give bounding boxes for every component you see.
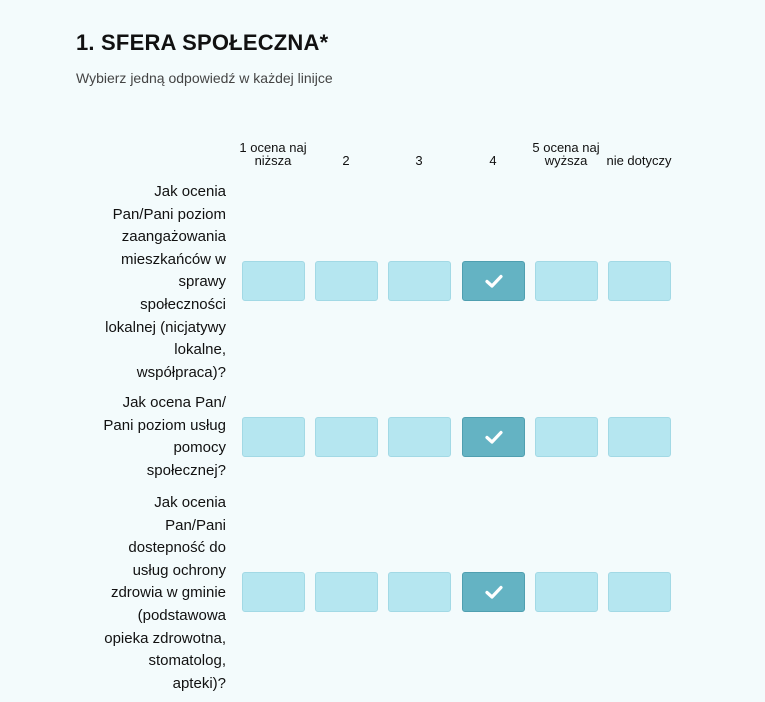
column-header-5: 5 ocena najwyższa xyxy=(532,140,600,168)
row-question-1: Jak ocenia Pan/Pani poziom zaangażowania mieszkańców w sprawy społeczności lokalnej (nicjatywy lokalne, współpraca)? xyxy=(105,183,226,381)
section-instructions: Wybierz jedną odpowiedź w każdej linijce xyxy=(76,70,333,86)
rating-cell-r3-c5[interactable] xyxy=(535,572,598,612)
rating-cell-r1-c1[interactable] xyxy=(242,261,305,301)
rating-cell-r3-c6[interactable] xyxy=(608,572,671,612)
rating-cell-r3-c1[interactable] xyxy=(242,572,305,612)
rating-cell-r3-c2[interactable] xyxy=(315,572,378,612)
section-title: 1. SFERA SPOŁECZNA* xyxy=(76,30,329,55)
rating-cell-r3-c3[interactable] xyxy=(388,572,451,612)
rating-cell-r2-c2[interactable] xyxy=(315,417,378,457)
rating-cell-r1-c4[interactable] xyxy=(462,261,525,301)
row-question-3: Jak ocenia Pan/Pani dostepność do usług ochrony zdrowia w gminie (podstawowa opieka zdrowotna, stomatolog, apteki)? xyxy=(104,494,226,692)
rating-cell-r2-c1[interactable] xyxy=(242,417,305,457)
rating-cell-r2-c4[interactable] xyxy=(462,417,525,457)
rating-cell-r2-c3[interactable] xyxy=(388,417,451,457)
rating-cell-r1-c6[interactable] xyxy=(608,261,671,301)
rating-cell-r2-c6[interactable] xyxy=(608,417,671,457)
column-header-6: nie dotyczy xyxy=(606,153,672,168)
rating-cell-r3-c4[interactable] xyxy=(462,572,525,612)
column-header-3: 3 xyxy=(415,153,423,168)
rating-cell-r1-c5[interactable] xyxy=(535,261,598,301)
checkmark-icon xyxy=(485,585,503,599)
column-header-4: 4 xyxy=(489,153,497,168)
column-header-1: 1 ocena najniższa xyxy=(239,140,307,168)
checkmark-icon xyxy=(485,274,503,288)
row-question-2: Jak ocena Pan/ Pani poziom usług pomocy społecznej? xyxy=(103,394,226,479)
rating-cell-r1-c3[interactable] xyxy=(388,261,451,301)
rating-cell-r2-c5[interactable] xyxy=(535,417,598,457)
column-header-2: 2 xyxy=(342,153,350,168)
checkmark-icon xyxy=(485,430,503,444)
rating-cell-r1-c2[interactable] xyxy=(315,261,378,301)
